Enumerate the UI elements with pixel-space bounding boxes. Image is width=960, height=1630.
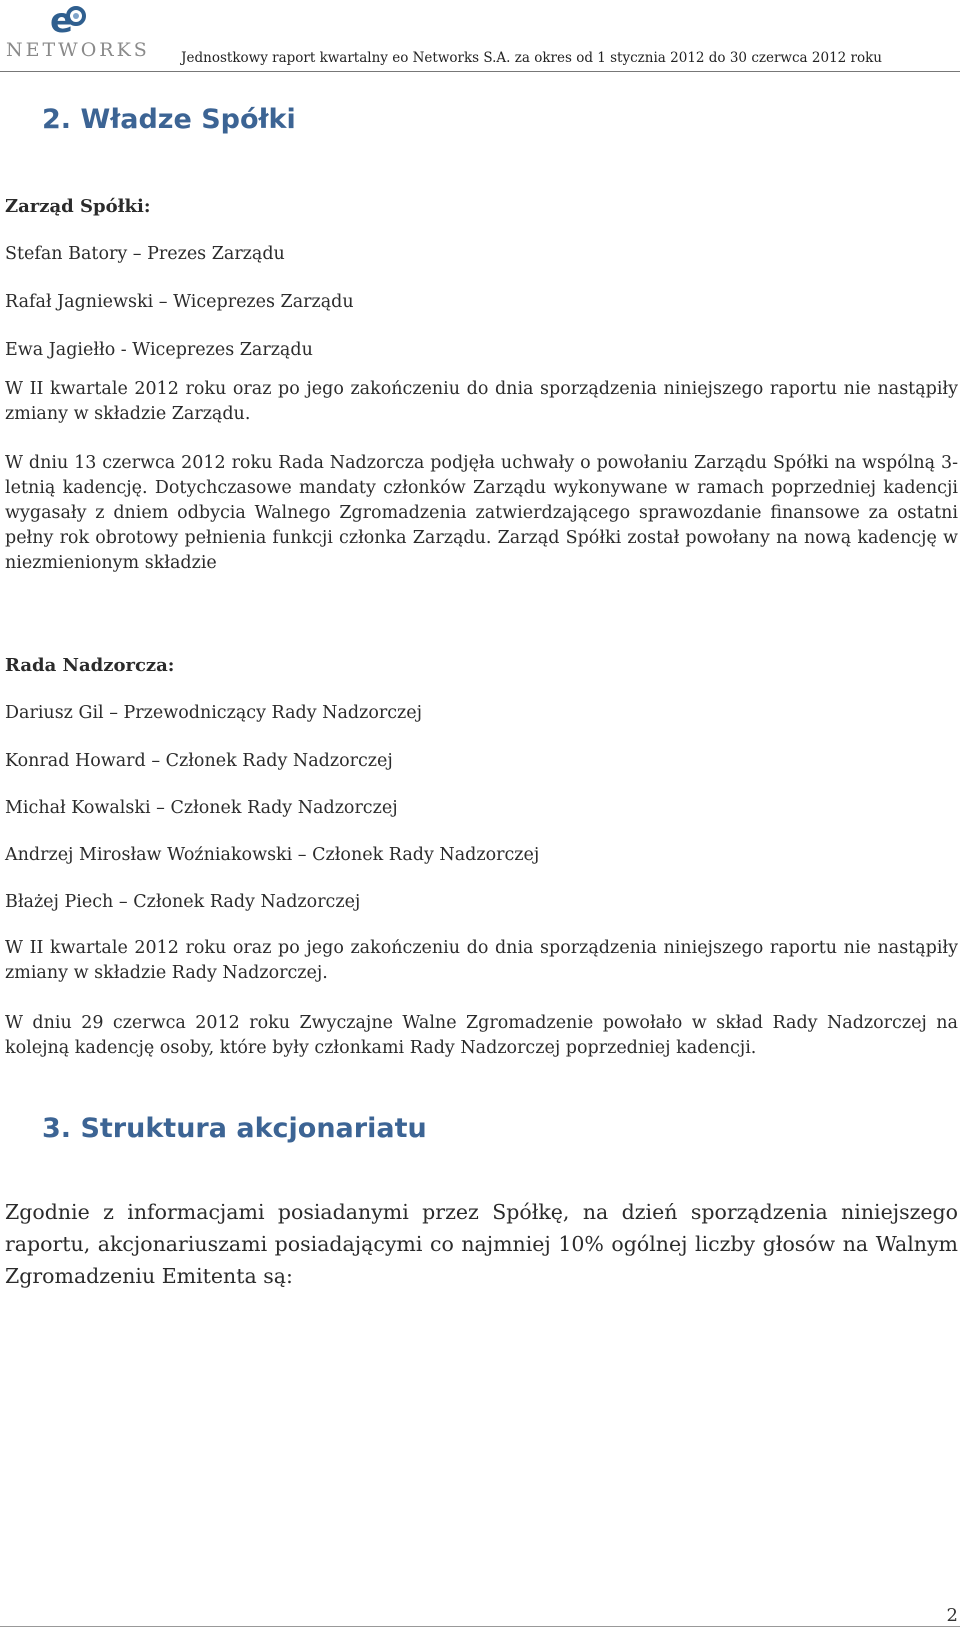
board-member: Stefan Batory – Prezes Zarządu [5, 244, 285, 264]
board-member: Ewa Jagiełło - Wiceprezes Zarządu [5, 340, 313, 360]
section-3-heading: 3. Struktura akcjonariatu [42, 1113, 427, 1144]
supervisory-member: Konrad Howard – Członek Rady Nadzorczej [5, 751, 393, 771]
board-title: Zarząd Spółki: [5, 196, 151, 217]
header-divider [0, 71, 960, 72]
supervisory-term-paragraph: W dniu 29 czerwca 2012 roku Zwyczajne Walne Zgromadzenie powołało w skład Rady Nadzorczej na kolejną kadencję osoby, które były członkami Rady Nadzorczej poprzedniej kadencji. [5, 1013, 958, 1058]
supervisory-member: Andrzej Mirosław Woźniakowski – Członek Rady Nadzorczej [5, 845, 540, 865]
supervisory-changes-paragraph: W II kwartale 2012 roku oraz po jego zakończeniu do dnia sporządzenia niniejszego raportu nie nastąpiły zmiany w składzie Rady Nadzorczej. [5, 938, 958, 983]
supervisory-member: Michał Kowalski – Członek Rady Nadzorczej [5, 798, 398, 818]
company-logo [6, 2, 150, 66]
supervisory-board-title: Rada Nadzorcza: [5, 655, 175, 676]
shareholders-paragraph: Zgodnie z informacjami posiadanymi przez Spółkę, na dzień sporządzenia niniejszego raportu, akcjonariuszami posiadającymi co najmniej 10% ogólnej liczby głosów na Walnym Zgromadzeniu Emitenta są: [5, 1200, 958, 1288]
footer-divider [0, 1626, 960, 1627]
supervisory-member: Dariusz Gil – Przewodniczący Rady Nadzorczej [5, 703, 423, 723]
eo-logo-icon [6, 2, 136, 42]
board-member: Rafał Jagniewski – Wiceprezes Zarządu [5, 292, 354, 312]
board-term-paragraph: W dniu 13 czerwca 2012 roku Rada Nadzorcza podjęła uchwały o powołaniu Zarządu Spółki na wspólną 3-letnią kadencję. Dotychczasowe mandaty członków Zarządu wykonywane w ramach poprzedniej kadencji wygasały z dniem odbycia Walnego Zgromadzenia zatwierdzającego sprawozdanie finansowe za ostatni pełny rok obrotowy pełnienia funkcji członka Zarządu. Zarząd Spółki został powołany na nową kadencję w niezmienionym składzie [5, 453, 958, 573]
board-changes-paragraph: W II kwartale 2012 roku oraz po jego zakończeniu do dnia sporządzenia niniejszego raportu nie nastąpiły zmiany w składzie Zarządu. [5, 379, 958, 424]
page-number: 2 [946, 1605, 958, 1626]
page-header [0, 0, 960, 72]
report-title: Jednostkowy raport kwartalny eo Networks S.A. za okres od 1 stycznia 2012 do 30 czerwca 2012 roku [181, 50, 882, 66]
svg-text:e: e [50, 2, 74, 41]
section-2-heading: 2. Władze Spółki [42, 104, 296, 135]
logo-wordmark: NETWORKS [6, 39, 150, 61]
supervisory-member: Błażej Piech – Członek Rady Nadzorczej [5, 892, 361, 912]
